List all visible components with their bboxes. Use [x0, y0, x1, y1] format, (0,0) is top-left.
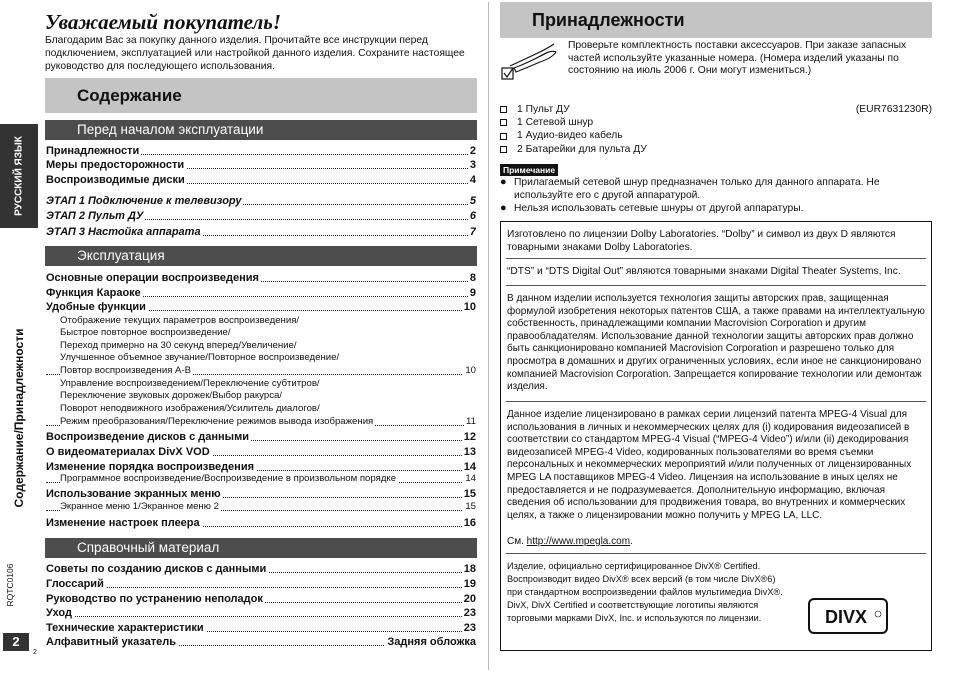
toc-entry[interactable]: [46, 473, 476, 486]
toc-page: 23: [463, 607, 476, 619]
column-divider: [488, 2, 489, 670]
bullet-icon: ●: [500, 202, 507, 214]
toc-label: Отображение текущих параметров воспроизведения/: [60, 315, 300, 326]
toc-label: Изменение порядка воспроизведения: [46, 461, 254, 473]
toc-page: 10: [465, 365, 476, 376]
accessories-heading: Принадлежности: [500, 2, 932, 38]
toc-label: Переход примерно на 30 секунд вперед/Увеличение/: [60, 340, 297, 351]
toc-entry[interactable]: [46, 340, 476, 353]
toc-page: 11: [466, 416, 476, 427]
page-number-small: 2: [33, 649, 37, 656]
toc-label: Воспроизведение дисков с данными: [46, 431, 249, 443]
toc-label: Управление воспроизведением/Переключение субтитров/: [60, 378, 320, 389]
toc-entry[interactable]: [46, 365, 476, 378]
toc-label: Руководство по устранению неполадок: [46, 593, 263, 605]
toc-page: 4: [469, 174, 476, 186]
license-box: [500, 221, 932, 651]
note-label: Примечание: [500, 164, 558, 176]
toc-entry[interactable]: [46, 460, 476, 474]
toc-page: 15: [465, 501, 476, 512]
toc-entry[interactable]: [46, 390, 476, 403]
toc-label: ЭТАП 3 Настойка аппарата: [46, 226, 201, 238]
toc-entry[interactable]: [46, 194, 476, 208]
toc-label: Переключение звуковых дорожек/Выбор ракурса/: [60, 390, 282, 401]
page-number: 2: [3, 633, 29, 651]
toc-label: Повтор воспроизведения A-B: [60, 365, 192, 376]
checkbox-icon: [500, 146, 507, 153]
toc-label: Быстрое повторное воспроизведение/: [60, 327, 231, 338]
toc-label: Режим преобразования/Переключение режимов вывода изображения: [60, 416, 374, 427]
toc-entry[interactable]: [46, 635, 476, 649]
note-text: Нельзя использовать сетевые шнуры от другой аппаратуры.: [514, 203, 804, 214]
model-code: RQTC0106: [5, 563, 15, 607]
mpeg-license: Данное изделие лицензировано в рамках серии лицензий патента MPEG-4 Visual для использования в личных и некоммерческих целях для (i) кодирования видеозаписей в соответствии со стандартом MPEG-4 Visual (“MPEG-4 Video”) и/или (ii) декодирования видеозаписей MPEG-4 Video, кодированных пользователями во время съемки персональных и некоммерческих мероприятий и/или полученных от лицензированных MPEG LA поставщиков MPEG-4 Video. Лицензия на использование в иных целях не предоставляется и не подразумевается. Дополнительную информацию, включая сведения об использовании для продвижения товара, во внутренних и коммерческих целях, а также о лицензировании можно получить у MPEG LA, LLC.: [507, 409, 912, 521]
toc-label: Глоссарий: [46, 578, 104, 590]
leader-dots: [46, 587, 476, 588]
toc-label: ЭТАП 1 Подключение к телевизору: [46, 195, 242, 207]
toc-label: Воспроизводимые диски: [46, 174, 185, 186]
side-title-wrap: [0, 228, 38, 608]
bullet-icon: ●: [500, 176, 507, 188]
toc-label: Меры предосторожности: [46, 159, 185, 171]
toc-label: Изменение настроек плеера: [46, 517, 200, 529]
toc-entry[interactable]: [46, 315, 476, 328]
mpeg-link[interactable]: http://www.mpegla.com: [526, 536, 631, 547]
item-text: 1 Пульт ДУ: [517, 104, 570, 115]
list-item: [500, 116, 932, 129]
notes-list: [500, 176, 932, 215]
toc-entry[interactable]: [46, 144, 476, 158]
list-item: [500, 129, 932, 142]
toc-page: 18: [463, 563, 476, 575]
toc-label: Функция Караоке: [46, 287, 141, 299]
divider: [506, 553, 926, 554]
toc-label: ЭТАП 2 Пульт ДУ: [46, 210, 144, 222]
section-heading-operation: Эксплуатация: [45, 246, 477, 266]
checkbox-icon: [500, 133, 507, 140]
language-label: РУССКИЙ ЯЗЫК: [13, 136, 25, 216]
toc-entry[interactable]: [46, 416, 476, 429]
list-item: [500, 143, 932, 156]
toc-label: Алфавитный указатель: [46, 636, 177, 648]
toc-page: 23: [463, 622, 476, 634]
toc-page: 15: [463, 488, 476, 500]
accessories-check-text: Проверьте комплектность поставки аксессуаров. При заказе запасных частей используйте указанные номера. (Номера изделий указаны по состоянию на июль 2006 г. Они могут измениться.): [568, 40, 907, 76]
toc-entry[interactable]: [46, 592, 476, 606]
note-item: [500, 202, 932, 215]
toc-label: Улучшенное объемное звучание/Повторное воспроизведение/: [60, 352, 340, 363]
toc-entry[interactable]: [46, 158, 476, 172]
language-tab: [0, 124, 38, 228]
accessories-list: [500, 103, 932, 156]
toc-label: Советы по созданию дисков с данными: [46, 563, 267, 575]
item-text: 1 Аудио-видео кабель: [517, 130, 623, 142]
toc-page: 6: [469, 210, 476, 222]
toc-label: Основные операции воспроизведения: [46, 272, 259, 284]
toc-entry[interactable]: [46, 286, 476, 300]
dts-license: “DTS” и “DTS Digital Out” являются товарными знаками Digital Theater Systems, Inc.: [507, 266, 901, 277]
toc-entry[interactable]: [46, 606, 476, 620]
toc-label: О видеоматериалах DivX VOD: [46, 446, 210, 458]
divider: [506, 285, 926, 286]
toc-entry[interactable]: [46, 516, 476, 530]
divx-license: Изделие, официально сертифицированное DivX® Certified. Воспроизводит видео DivX® всех версий (в том числе DivX®6) при стандартном воспроизведении файлов мультимедиа DivX®. DivX, DivX Certified и соответствующие логотипы являются торговыми марками DivX, Inc. и используются по лицензии.: [507, 561, 783, 624]
toc-entry[interactable]: [46, 300, 476, 314]
toc-entry[interactable]: [46, 352, 476, 365]
note-item: [500, 176, 932, 202]
toc-page: 10: [463, 301, 476, 313]
toc-label: Использование экранных меню: [46, 488, 221, 500]
toc-label: Удобные функции: [46, 301, 146, 313]
toc-label: Поворот неподвижного изображения/Усилитель диалогов/: [60, 403, 320, 414]
toc-entry[interactable]: [46, 621, 476, 635]
toc-page: 8: [469, 272, 476, 284]
contents-heading: Содержание: [45, 78, 477, 113]
checkbox-icon: [500, 119, 507, 126]
section-heading-before-use: Перед началом эксплуатации: [45, 120, 477, 140]
side-title: Содержание/Принадлежности: [12, 328, 26, 508]
toc-page: 20: [463, 593, 476, 605]
toc-page: 12: [463, 431, 476, 443]
see-text: См.: [507, 536, 524, 547]
section-heading-reference: Справочный материал: [45, 538, 477, 558]
mpeg-link-line: См. http://www.mpegla.com.: [507, 536, 633, 547]
toc-entry[interactable]: [46, 271, 476, 285]
intro-text: Благодарим Вас за покупку данного изделия. Прочитайте все инструкции перед подключением, эксплуатацией или настройкой данного изделия. Сохраните настоящее руководство для последующего использования.: [45, 35, 465, 72]
toc-entry[interactable]: [46, 403, 476, 416]
toc-page: 7: [469, 226, 476, 238]
page-title: Уважаемый покупатель!: [45, 10, 281, 34]
toc-page: 3: [469, 159, 476, 171]
toc-label: Технические характеристики: [46, 622, 204, 634]
toc-label: Программное воспроизведение/Воспроизведение в произвольном порядке: [60, 473, 397, 484]
toc-entry[interactable]: [46, 327, 476, 340]
toc-entry[interactable]: [46, 501, 476, 514]
item-text: 1 Сетевой шнур: [517, 117, 594, 129]
toc-page: 14: [463, 461, 476, 473]
toc-page: 5: [469, 195, 476, 207]
divider: [506, 401, 926, 402]
leader-dots: [46, 616, 476, 617]
note-text: Прилагаемый сетевой шнур предназначен только для данного аппарата. Не используйте его с другой аппаратурой.: [514, 177, 880, 201]
toc-page: 14: [465, 473, 476, 484]
toc-page: 19: [463, 578, 476, 590]
toc-label: Принадлежности: [46, 145, 140, 157]
divx-logo: [808, 598, 888, 634]
divider: [506, 258, 926, 259]
divx-logo-text: DIVX: [824, 607, 868, 627]
model-code-wrap: [3, 555, 17, 615]
macrovision-license: В данном изделии используется технология защиты авторских прав, защищенная формулой изобретения некоторых патентов США, а также правами на интеллектуальную собственность, принадлежащими компании Macrovision Corporation и другим правообладателям. Использование данной технологии защиты авторских прав должно быть санкционировано компанией Macrovision Corporation и разрешено только для просмотра в домашних и других ограниченных условиях, если иное не санкционировано компанией Macrovision Corporation. Запрещается копирование технологии или демонтаж изделия.: [507, 293, 925, 393]
toc-entry[interactable]: [46, 430, 476, 444]
toc-entry[interactable]: [46, 577, 476, 591]
toc-entry[interactable]: [46, 173, 476, 187]
dolby-license: Изготовлено по лицензии Dolby Laboratories. “Dolby” и символ из двух D являются товарными знаками Dolby Laboratories.: [507, 229, 896, 253]
checklist-icon: [500, 40, 560, 84]
item-text: 2 Батарейки для пульта ДУ: [517, 143, 647, 155]
list-item: [500, 103, 932, 116]
toc-page: 13: [463, 446, 476, 458]
toc-entry[interactable]: [46, 445, 476, 459]
toc-page: Задняя обложка: [387, 636, 476, 648]
checkbox-icon: [500, 106, 507, 113]
toc-entry[interactable]: [46, 562, 476, 576]
item-code: (EUR7631230R): [855, 104, 932, 115]
toc-page: 9: [469, 287, 476, 299]
toc-page: 2: [469, 145, 476, 157]
toc-label: Экранное меню 1/Экранное меню 2: [60, 501, 219, 512]
toc-entry[interactable]: [46, 209, 476, 223]
toc-entry[interactable]: [46, 487, 476, 501]
toc-entry[interactable]: [46, 378, 476, 391]
toc-label: Уход: [46, 607, 72, 619]
toc-page: 16: [463, 517, 476, 529]
toc-entry[interactable]: [46, 225, 476, 239]
